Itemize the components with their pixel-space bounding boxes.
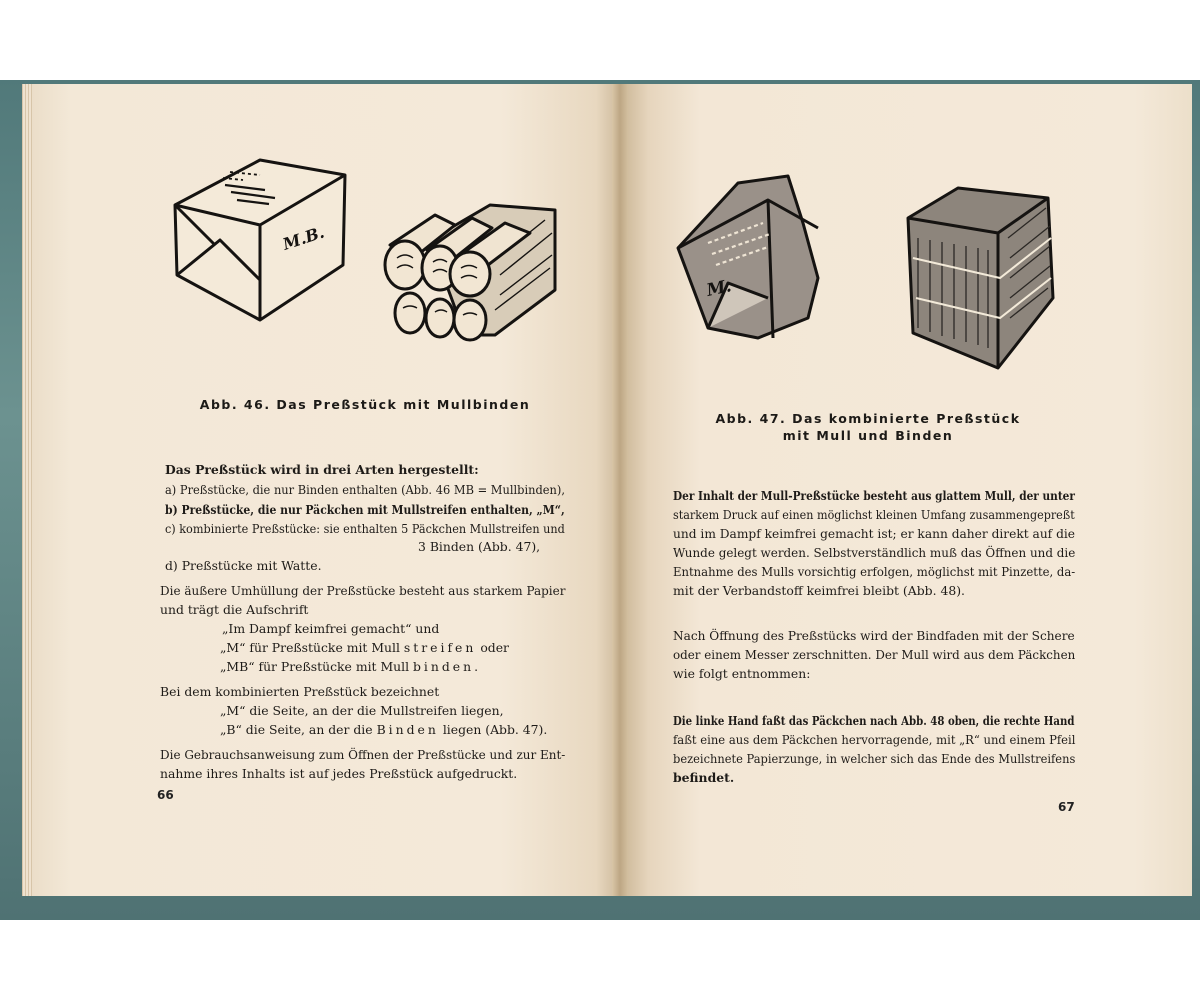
page-edges <box>22 84 32 896</box>
marking-2 <box>220 640 509 655</box>
list-item-b: b) Preßstücke, die nur Päckchen mit Mullstreifen enthalten, „M“, <box>165 502 565 517</box>
marking-2-spaced: streifen <box>403 640 477 655</box>
para2-marking-2-spaced: Binden <box>376 722 439 737</box>
r-para1-line2: starkem Druck auf einen möglichst kleinen Umfang zusammengepreßt <box>673 507 1075 522</box>
r-para1-line1: Der Inhalt der Mull-Preßstücke besteht aus glattem Mull, der unter <box>673 488 1075 503</box>
figure-47-caption <box>698 410 1038 444</box>
figure-47-caption-line2: mit Mull und Binden <box>782 428 954 443</box>
r-para3-line4: befindet. <box>673 770 735 785</box>
para3-line2: nahme ihres Inhalts ist auf jedes Preßstück aufgedruckt. <box>160 766 518 781</box>
para2-marking-2 <box>220 722 547 737</box>
r-para1-line6: mit der Verbandstoff keimfrei bleibt (Abb. 48). <box>673 583 965 598</box>
marking-1: „Im Dampf keimfrei gemacht“ und <box>222 621 440 636</box>
r-para2-line2: oder einem Messer zerschnitten. Der Mull wird aus dem Päckchen <box>673 647 1076 662</box>
figure-46-caption: Abb. 46. Das Preßstück mit Mullbinden <box>199 397 531 412</box>
right-page-number: 67 <box>1058 800 1075 814</box>
r-para2-line3: wie folgt entnommen: <box>673 666 811 681</box>
figure-47-caption-line1: Abb. 47. Das kombinierte Preßstück <box>715 411 1021 426</box>
list-item-c-cont: 3 Binden (Abb. 47), <box>418 539 541 554</box>
r-para2-line1: Nach Öffnung des Preßstücks wird der Bindfaden mit der Schere <box>673 628 1075 643</box>
list-item-c: c) kombinierte Preßstücke: sie enthalten 5 Päckchen Mullstreifen und <box>165 521 565 536</box>
marking-3-spaced: binden. <box>413 659 482 674</box>
r-para1-line5: Entnahme des Mulls vorsichtig erfolgen, möglichst mit Pinzette, da- <box>673 564 1076 579</box>
combined-package-drawing <box>678 176 818 338</box>
intro-line: Das Preßstück wird in drei Arten hergestellt: <box>165 462 479 477</box>
para2-marking-2-suffix: liegen (Abb. 47). <box>442 722 548 737</box>
r-para1-line3: und im Dampf keimfrei gemacht ist; er kann daher direkt auf die <box>673 526 1076 541</box>
para2-line1: Bei dem kombinierten Preßstück bezeichnet <box>160 684 440 699</box>
list-item-a: a) Preßstücke, die nur Binden enthalten (Abb. 46 MB = Mullbinden), <box>165 482 566 497</box>
marking-3 <box>220 659 481 674</box>
para2-marking-2-prefix: „B“ die Seite, an der die <box>220 722 373 737</box>
figure-46-illustration <box>165 150 565 390</box>
r-para3-line3: bezeichnete Papierzunge, in welcher sich das Ende des Mullstreifens <box>673 751 1076 766</box>
para1-line1: Die äußere Umhüllung der Preßstücke besteht aus starkem Papier <box>160 583 566 598</box>
left-page-number: 66 <box>157 788 174 802</box>
list-item-d: d) Preßstücke mit Watte. <box>165 558 322 573</box>
figure-47-illustration <box>668 168 1068 393</box>
r-para1-line4: Wunde gelegt werden. Selbstverständlich muß das Öffnen und die <box>673 545 1076 560</box>
book-gutter <box>612 84 628 896</box>
package-marking-label: M.B. <box>280 222 327 254</box>
marking-2-prefix: „M“ für Preßstücke mit Mull <box>220 640 400 655</box>
r-para3-line1: Die linke Hand faßt das Päckchen nach Abb. 48 oben, die rechte Hand <box>673 713 1075 728</box>
package-marking-label-m: M. <box>704 276 734 301</box>
marking-2-suffix: oder <box>480 640 509 655</box>
marking-3-prefix: „MB“ für Preßstücke mit Mull <box>220 659 410 674</box>
para2-marking-1: „M“ die Seite, an der die Mullstreifen liegen, <box>220 703 504 718</box>
para1-line2: und trägt die Aufschrift <box>160 602 309 617</box>
para3-line1: Die Gebrauchsanweisung zum Öffnen der Preßstücke und zur Ent- <box>160 747 566 762</box>
r-para3-line2: faßt eine aus dem Päckchen hervorragende, mit „R“ und einem Pfeil <box>673 732 1076 747</box>
